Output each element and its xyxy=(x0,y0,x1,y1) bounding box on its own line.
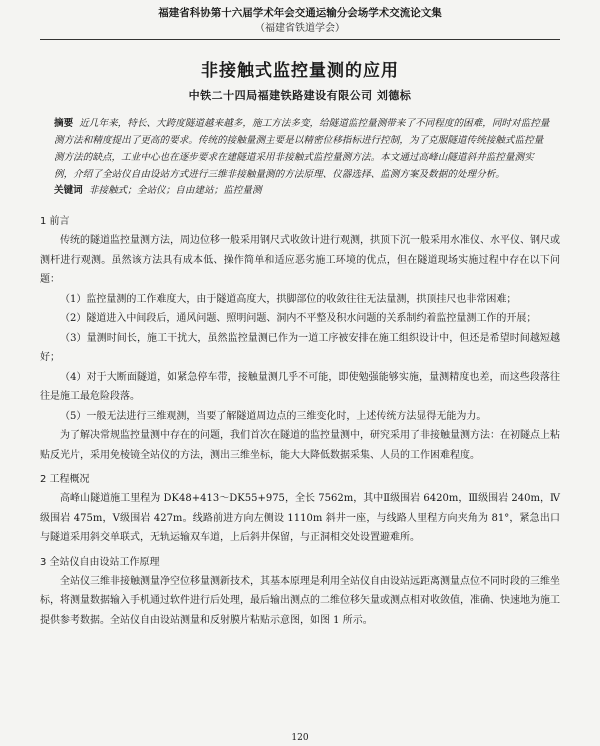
header-line-1: 福建省科协第十六届学术年会交通运输分会场学术交流论文集 xyxy=(158,7,442,19)
section-heading: 3 全站仪自由设站工作原理 xyxy=(40,556,160,568)
keywords-text: 非接触式；全站仪；自由建站；监控量测 xyxy=(88,185,262,196)
section-heading: 1 前言 xyxy=(40,216,70,227)
abstract xyxy=(54,115,552,183)
paragraph: （4）对于大断面隧道，如紧急停车带，接触量测几乎不可能，即使勉强能够实施，量测精度也差，而这些段落往往是施工最危险段落。 xyxy=(40,371,560,402)
paragraph: （3）量测时间长，施工干扰大，虽然监控量测已作为一道工序被安排在施工组织设计中，但还是希望时间越短越好； xyxy=(40,332,560,363)
running-header xyxy=(40,6,560,36)
page-number: 120 xyxy=(291,733,309,743)
keywords-label: 关键词 xyxy=(54,185,83,196)
header-rule xyxy=(40,39,560,40)
paragraph: 高峰山隧道施工里程为 DK48+413～DK55+975，全长 7562m，其中Ⅱ级围岩 6420m，Ⅲ级围岩 240m，Ⅳ级围岩 475m，Ⅴ级围岩 427m。线路前进方向左侧设 1110m 斜井一座，与线路人里程方向夹角为 81°，紧急出口与隧道采用斜交单联式，无轨运输双车道，上后斜井保留，与正洞相交处设置避难所。 xyxy=(40,493,560,543)
keywords xyxy=(54,183,552,199)
paragraph: 为了解决常规监控量测中存在的问题，我们首次在隧道的监控量测中，研究采用了非接触量测方法：在初隧点上粘贴反光片，采用免棱镜全站仪的方法，测出三维坐标，能大大降低数据采集、人员的工作困难程度。 xyxy=(40,430,560,461)
paragraph: 传统的隧道监控量测方法，周边位移一般采用钢尺式收敛计进行观测，拱顶下沉一般采用水准仪、水平仪、钢尺或测杆进行观测。虽然该方法具有成本低、操作简单和适应恶劣施工环境的优点，但在隧道现场实施过程中存在以下问题： xyxy=(40,235,560,285)
section-heading: 2 工程概况 xyxy=(40,474,90,485)
paragraph: （2）隧道进入中间段后，通风问题、照明问题、洞内不平整及积水问题的关系制约着监控量测工作的开展； xyxy=(60,313,537,324)
paragraph: （5）一般无法进行三维观测，当要了解隧道周边点的三维变化时，上述传统方法显得无能为力。 xyxy=(60,410,487,422)
abstract-label: 摘要 xyxy=(54,118,74,129)
paragraph: （1）监控量测的工作难度大，由于隧道高度大，拱脚部位的收敛往往无法量测，拱顶挂尺也非常困难； xyxy=(60,293,517,305)
paragraph: 全站仪三维非接触测量净空位移量测新技术，其基本原理是利用全站仪自由设站远距离测量点位不同时段的三维坐标，将测量数据输入手机通过软件进行后处理，最后输出测点的二维位移矢量或测点相对收敛值，准确、快速地为施工提供参考数据。全站仪自由设站测量和反射膜片粘贴示意图，如图 1 所示。 xyxy=(40,575,560,626)
abstract-text: 近几年来，特长、大跨度隧道越来越多，施工方法多变，给隧道监控量测带来了不同程度的困难，同时对监控量测方法和精度提出了更高的要求。传统的接触量测主要是以精密位移指标进行控制，为了克服隧道传统接触式监控量测方法的缺点，工业中心也在逐步要求在建隧道采用非接触式监控量测方法。本文通过高峰山隧道斜井监控量测实例，介绍了全站仪自由设站方式进行三维非接触量测的方法原理、仪器选择、监测方案及数据的处理分析。 xyxy=(54,118,550,180)
header-line-2: （福建省铁道学会） xyxy=(255,23,345,34)
paper-title: 非接触式监控量测的应用 xyxy=(201,61,399,81)
paper-authors: 中铁二十四局福建铁路建设有限公司 刘德标 xyxy=(188,89,412,102)
